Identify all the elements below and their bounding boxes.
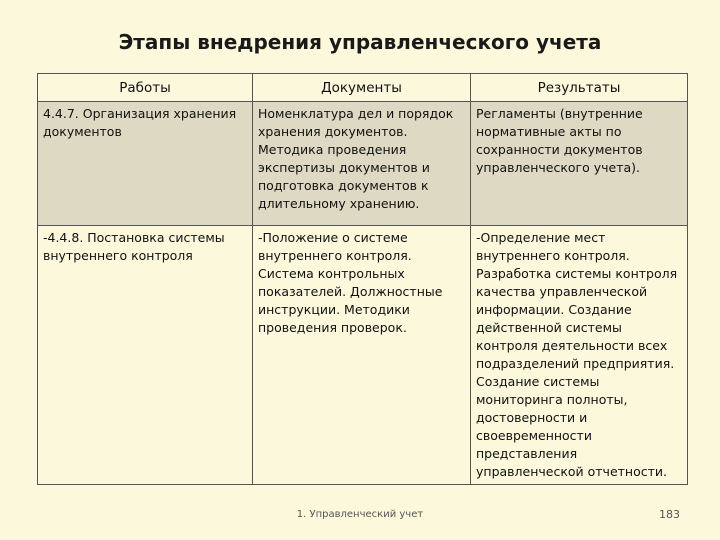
table-row [38,226,688,485]
cell-documents: -Положение о системе внутреннего контроля. Система контрольных показателей. Должностные инструкции. Методики проведения проверок. [253,226,471,485]
header-works: Работы [38,74,253,102]
slide-title: Этапы внедрения управленческого учета [118,30,602,54]
header-results: Результаты [471,74,688,102]
footer-label: 1. Управленческий учет [296,509,424,520]
header-documents: Документы [253,74,471,102]
table-header-row [38,74,688,102]
table-row [38,102,688,226]
cell-work: -4.4.8. Постановка системы внутреннего контроля [38,226,253,485]
cell-documents: Номенклатура дел и порядок хранения документов. Методика проведения экспертизы документов и подготовка документов к длительному хранению. [253,102,471,226]
page-number: 183 [659,508,680,521]
cell-results: Регламенты (внутренние нормативные акты по сохранности документов управленческого учета). [471,102,688,226]
cell-results: -Определение мест внутреннего контроля. Разработка системы контроля качества управленческой информации. Создание действенной системы контроля деятельности всех подразделений предприятия. Создание системы мониторинга полноты, достоверности и своевременности представления управленческой отчетности. [471,226,688,485]
cell-work: 4.4.7. Организация хранения документов [38,102,253,226]
stages-table [37,73,688,485]
